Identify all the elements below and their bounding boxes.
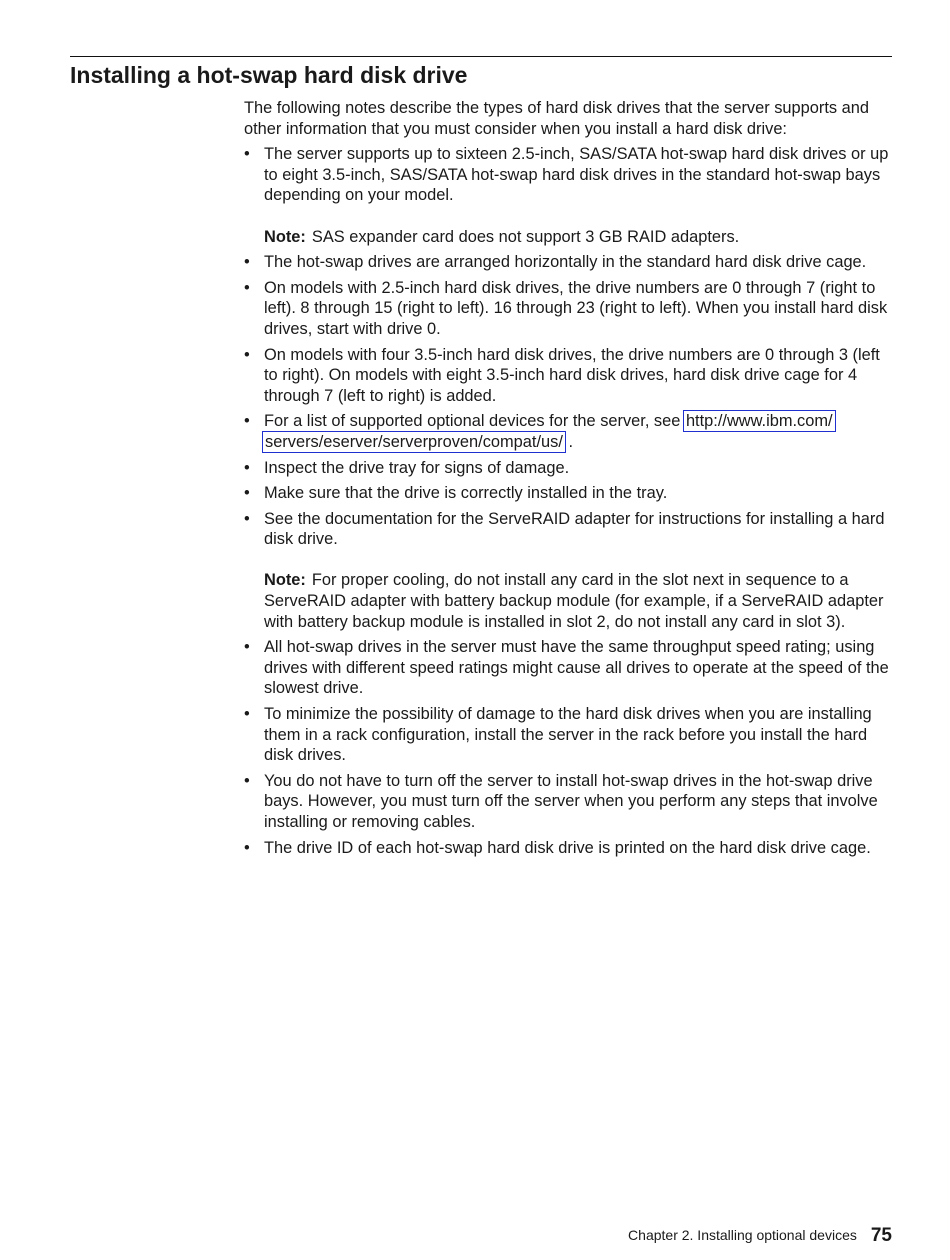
intro-paragraph: The following notes describe the types of hard disk drives that the server supports and other information that you must consider when you install a hard disk drive: [244, 99, 870, 138]
list-item-text: To minimize the possibility of damage to the hard disk drives when you are installing them in a rack configuration, install the server in the rack before you install the hard disk drives. [264, 705, 872, 765]
list-item [244, 771, 896, 833]
list-item-text: You do not have to turn off the server to install hot-swap drives in the hot-swap drive bays. However, you must turn off the server when you perform any steps that involve installing or removing cables. [264, 771, 878, 831]
list-item [244, 509, 896, 633]
bullet: • [244, 484, 250, 503]
list-item-text-end: . [568, 432, 573, 451]
page-title: Installing a hot-swap hard disk drive [70, 62, 468, 88]
note-label: Note: [264, 227, 306, 246]
list-item [244, 252, 896, 273]
list-item [244, 458, 896, 479]
content-body [244, 98, 896, 863]
list-item-text: On models with four 3.5-inch hard disk drives, the drive numbers are 0 through 3 (left to right). On models with eight 3.5-inch hard disk drives, hard disk drive cage for 4 through 7 (left to right) is added. [264, 345, 880, 405]
list-item [244, 704, 896, 766]
bullet: • [244, 253, 250, 272]
list-item-text: The drive ID of each hot-swap hard disk drive is printed on the hard disk drive cage. [264, 838, 871, 857]
list-item [244, 637, 896, 699]
bullet: • [244, 509, 250, 528]
list-item-text: The hot-swap drives are arranged horizontally in the standard hard disk drive cage. [264, 253, 867, 272]
list-item-text: On models with 2.5-inch hard disk drives, the drive numbers are 0 through 7 (right to left). 8 through 15 (right to left). 16 through 23 (right to left). When you install hard disk drives, start with drive 0. [264, 278, 888, 338]
consideration-list [244, 144, 896, 858]
bullet: • [244, 705, 250, 724]
list-item [244, 838, 896, 859]
bullet: • [244, 458, 250, 477]
list-item [244, 483, 896, 504]
bullet: • [244, 771, 250, 790]
list-item [244, 144, 896, 247]
chapter-label: Chapter 2. Installing optional devices [628, 1227, 857, 1243]
note-text: For proper cooling, do not install any card in the slot next in sequence to a ServeRAID adapter with battery backup module (for example, if a ServeRAID adapter with battery backup module is installed in slot 2, do not install any card in slot 3). [264, 571, 884, 631]
list-item-text: Inspect the drive tray for signs of damage. [264, 458, 570, 477]
top-rule [70, 56, 892, 57]
list-item-text: All hot-swap drives in the server must have the same throughput speed rating; using drives with different speed ratings might cause all drives to operate at the speed of the slowest drive. [264, 638, 889, 698]
list-item-text: The server supports up to sixteen 2.5-inch, SAS/SATA hot-swap hard disk drives or up to eight 3.5-inch, SAS/SATA hot-swap hard disk drives in the standard hot-swap bays depending on your model. [264, 145, 889, 205]
serverproven-link-part2[interactable]: servers/eserver/serverproven/compat/us/ [265, 432, 563, 451]
note [264, 570, 896, 632]
list-item-text: For a list of supported optional devices for the server, see [264, 412, 681, 431]
bullet: • [244, 412, 250, 431]
bullet: • [244, 838, 250, 857]
note-text: SAS expander card does not support 3 GB RAID adapters. [311, 227, 740, 246]
bullet: • [244, 278, 250, 297]
list-item [244, 278, 896, 340]
serverproven-link-part1[interactable]: http://www.ibm.com/ [685, 412, 833, 431]
list-item [244, 345, 896, 407]
bullet: • [244, 345, 250, 364]
list-item [244, 411, 896, 452]
bullet: • [244, 638, 250, 657]
list-item-text: Make sure that the drive is correctly installed in the tray. [264, 484, 668, 503]
page-number: 75 [870, 1225, 892, 1246]
page-footer [628, 1223, 892, 1248]
note [264, 227, 896, 248]
note-label: Note: [264, 571, 306, 590]
bullet: • [244, 145, 250, 164]
list-item-text: See the documentation for the ServeRAID adapter for instructions for installing a hard disk drive. [264, 509, 885, 549]
